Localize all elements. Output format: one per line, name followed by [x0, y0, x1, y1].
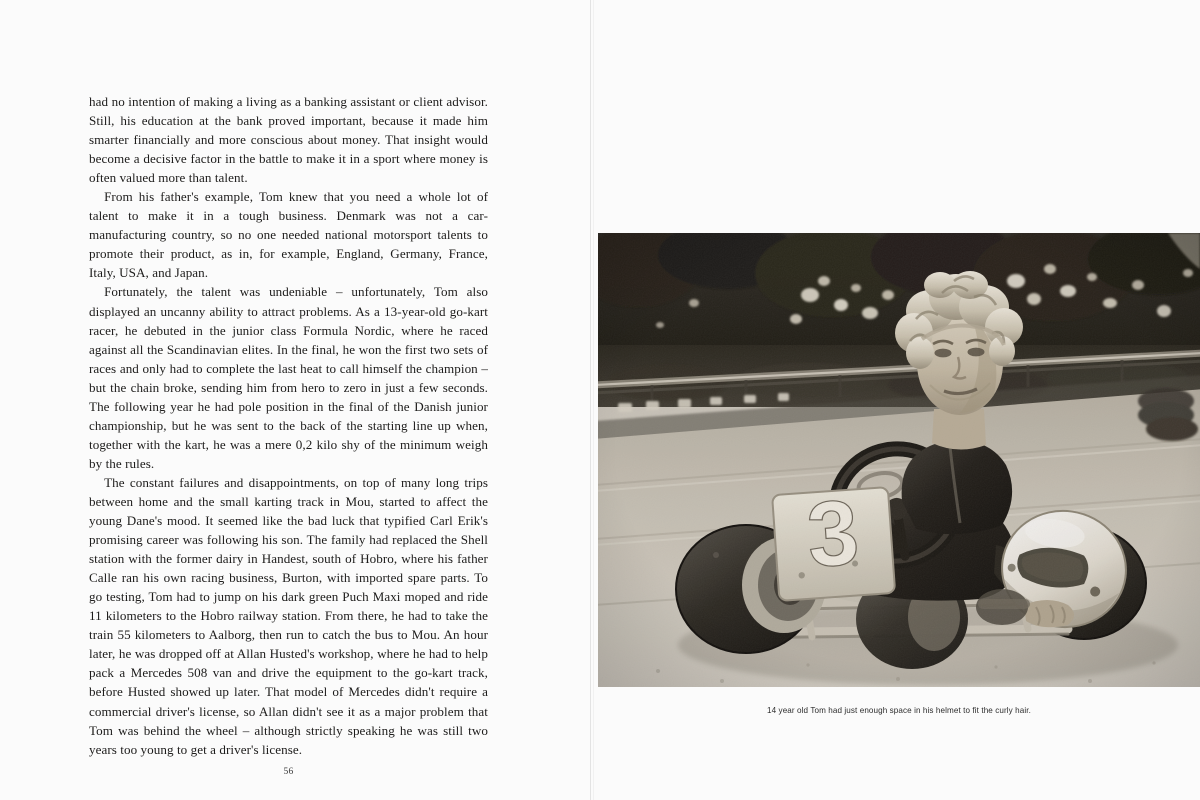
paragraph-1: had no intention of making a living as a banking assistant or client advisor. Still, his education at the bank proved important, because it made him smarter financially and more conscious about money. That insight would become a decisive factor in the battle to make it in a sport where money is often valued more than talent.	[89, 94, 488, 186]
recto-page	[594, 0, 1200, 800]
page-number: 56	[283, 767, 294, 777]
kart-photograph-image	[598, 233, 1200, 687]
paragraph-3: Fortunately, the talent was undeniable – unfortunately, Tom also displayed an uncanny ability to attract problems. As a 13-year-old go-kart racer, he debuted in the junior class Formula Nordic, where he raced against all the Scandinavian elites. In the final, he won the first two sets of races and only had to complete the last heat to call himself the champion – but the chain broke, sending him from hero to zero in just a few seconds. The following year he had pole position in the final of the Danish junior championship, but he was sent to the back of the starting line up when, together with the kart, he was a mere 0,2 kilo shy of the minimum weigh by the rules.	[89, 284, 488, 471]
kart-photograph	[598, 233, 1200, 687]
photo-caption: 14 year old Tom had just enough space in his helmet to fit the curly hair.	[767, 706, 1031, 715]
book-spine-line	[590, 0, 591, 800]
verso-page	[0, 0, 591, 800]
paragraph-2: From his father's example, Tom knew that you need a whole lot of talent to make it in a tough business. Denmark was not a car-manufacturing country, so no one needed national motorsport talents to promote their product, as in, for example, England, Germany, France, Italy, USA, and Japan.	[89, 189, 488, 281]
paragraph-4: The constant failures and disappointments, on top of many long trips between home and the small karting track in Mou, started to affect the young Dane's mood. It seemed like the bad luck that typified Carl Erik's promising career was following his son. The family had replaced the Shell station with the former dairy in Handest, south of Hobro, where his father Calle ran his own racing business, Burton, with imported spare parts. To go testing, Tom had to jump on his dark green Puch Maxi moped and ride 11 kilometers to the Hobro railway station. From there, he had to take the train 55 kilometers to Aalborg, then run to catch the bus to Mou. An hour later, he was dropped off at Allan Husted's workshop, where he had to help pack a Mercedes 508 van and drive the equipment to the go-kart track, before Husted showed up later. That model of Mercedes didn't require a commercial driver's license, so Allan didn't see it as a major problem that Tom was behind the wheel – although strictly speaking he was still two years too young to get a driver's license.	[89, 474, 488, 757]
body-text-block	[89, 92, 488, 759]
